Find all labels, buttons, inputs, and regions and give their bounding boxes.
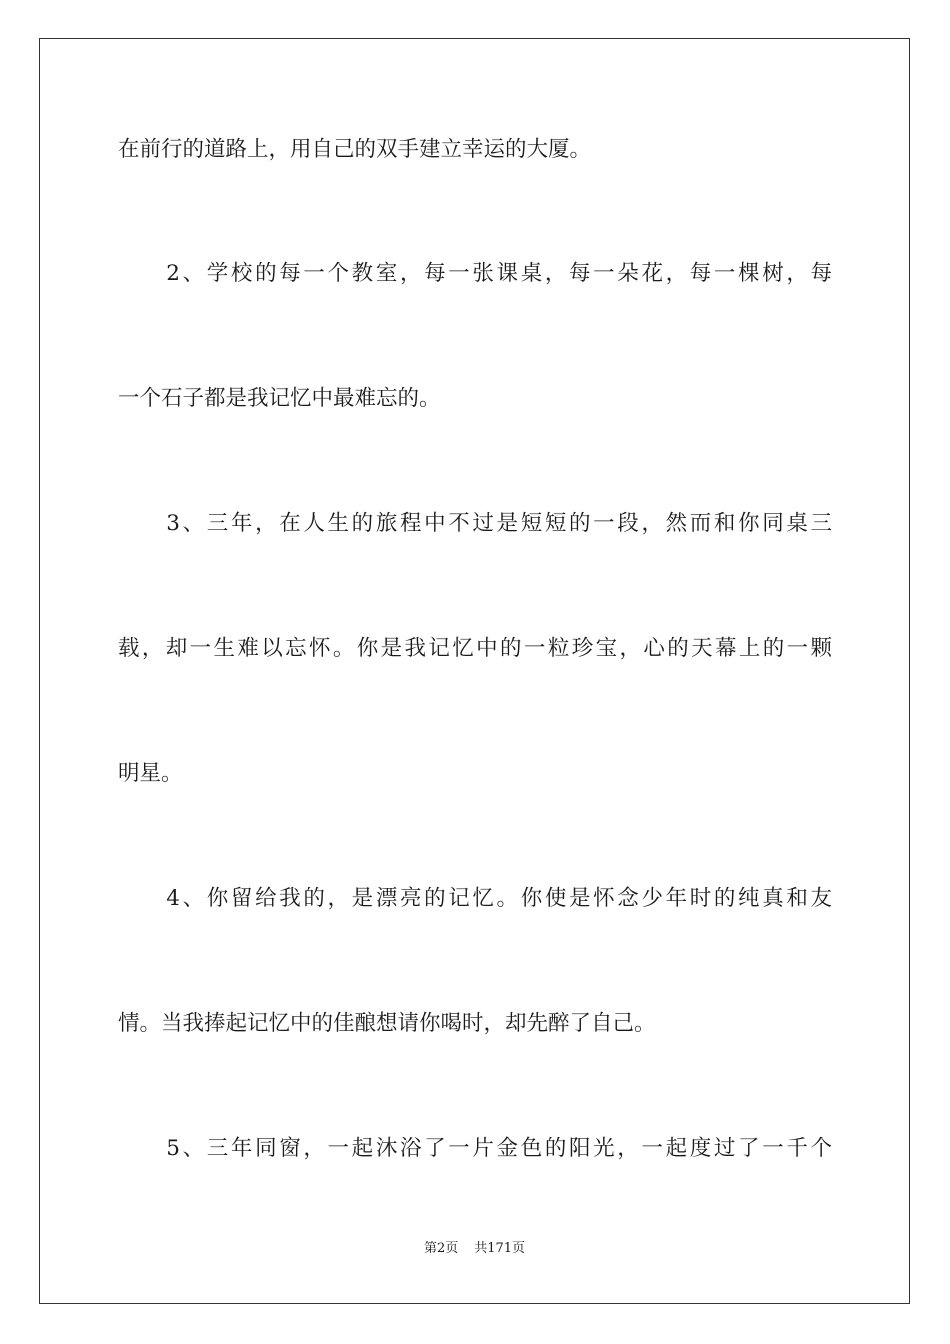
text-line: 2、学校的每一个教室，每一张课桌，每一朵花，每一棵树，每 [118,261,832,286]
text-line: 一个石子都是我记忆中最难忘的。 [118,386,441,411]
document-page [39,38,910,1304]
page-footer [40,1237,909,1256]
text-line: 明星。 [118,761,183,786]
text-line: 3、三年，在人生的旅程中不过是短短的一段，然而和你同桌三 [118,511,832,536]
page-number: 第2页 [423,1241,459,1256]
text-line: 4、你留给我的，是漂亮的记忆。你使是怀念少年时的纯真和友 [118,886,832,911]
text-line: 5、三年同窗，一起沐浴了一片金色的阳光，一起度过了一千个 [118,1136,832,1161]
text-line: 情。当我捧起记忆中的佳酿想请你喝时，却先醉了自己。 [118,1011,656,1036]
total-pages: 共171页 [474,1241,526,1256]
text-line: 载，却一生难以忘怀。你是我记忆中的一粒珍宝，心的天幕上的一颗 [118,636,832,661]
text-line: 在前行的道路上，用自己的双手建立幸运的大厦。 [118,137,592,162]
